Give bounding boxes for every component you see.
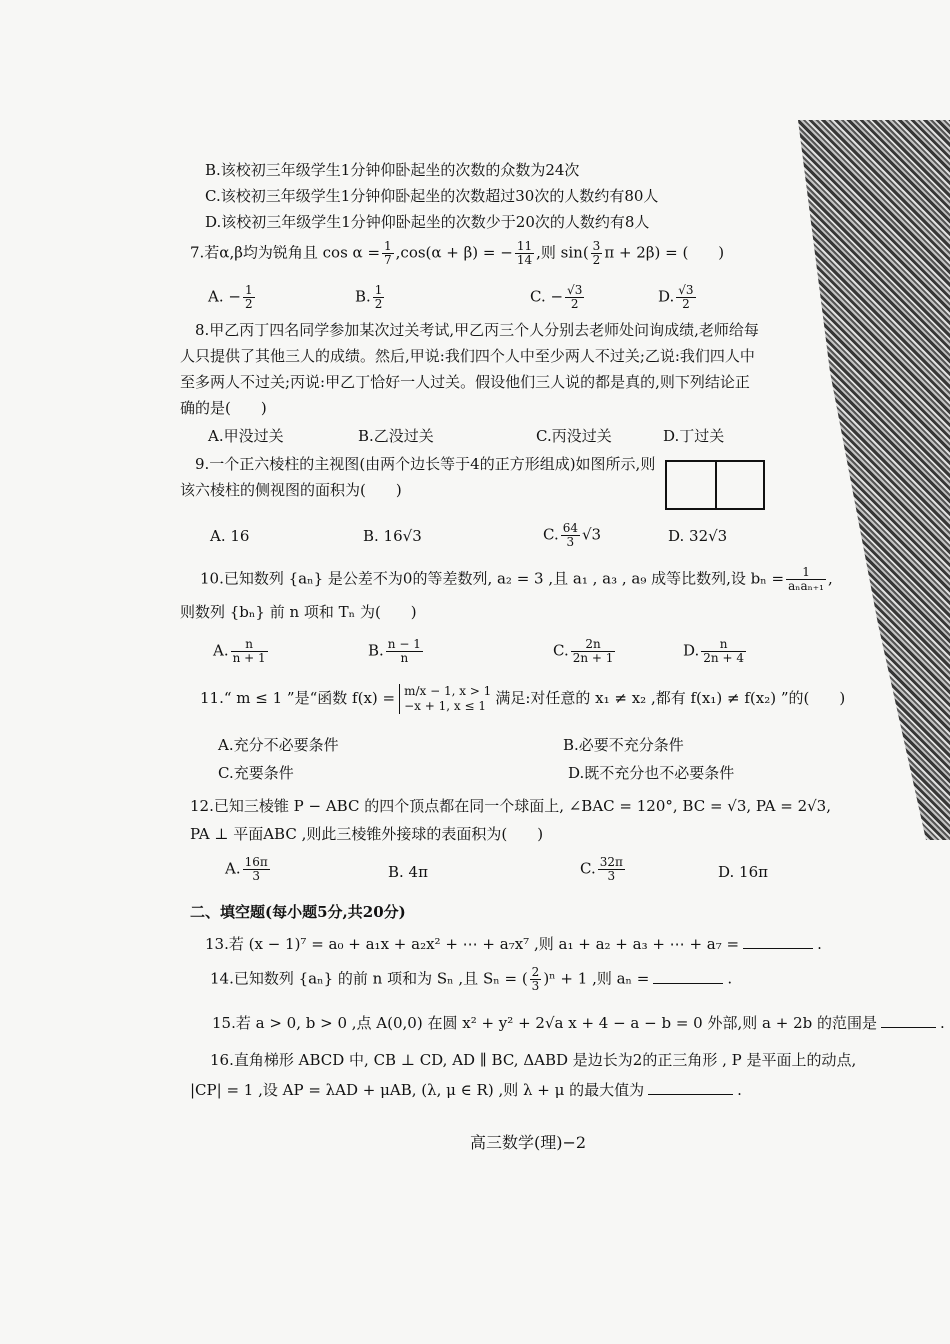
q16-line-2: |CP| = 1 ,设 AP = λAD + μAB, (λ, μ ∈ R) ,则 λ + μ 的最大值为 .	[190, 1081, 742, 1099]
q8-line-1: 8.甲乙丙丁四名同学参加某次过关考试,甲乙丙三个人分别去老师处问询成绩,老师给每	[195, 321, 759, 339]
q12-line-1: 12.已知三棱锥 P − ABC 的四个顶点都在同一个球面上, ∠BAC = 120°, BC = √3, PA = 2√3,	[190, 797, 831, 815]
q10-option-d: D. $\frac{n}{2n + 4}$	[683, 637, 744, 665]
q14: 14.已知数列 {aₙ} 的前 n 项和为 Sₙ ,且 Sₙ = ( $\frac{2}{3}$ )ⁿ + 1 ,则 aₙ = .	[210, 965, 733, 993]
q8-option-a: A.甲没过关	[208, 427, 284, 445]
q8-line-3: 至多两人不过关;丙说:甲乙丁恰好一人过关。假设他们三人说的都是真的,则下列结论正	[180, 373, 750, 391]
q9-line-2: 该六棱柱的侧视图的面积为( )	[180, 481, 402, 499]
page-footer: 高三数学(理)−2	[470, 1133, 587, 1152]
q8-option-d: D.丁过关	[663, 427, 725, 445]
front-view-figure	[665, 460, 765, 510]
scan-edge-shadow	[790, 120, 950, 840]
q12-option-a: A. $\frac{16\pi}{3}$	[225, 855, 268, 883]
q12-option-b: B. 4π	[388, 863, 428, 881]
q13-answer-blank[interactable]	[743, 948, 813, 949]
q6-option-d: D.该校初三年级学生1分钟仰卧起坐的次数少于20次的人数约有8人	[205, 213, 650, 231]
q6-option-c: C.该校初三年级学生1分钟仰卧起坐的次数超过30次的人数约有80人	[205, 187, 659, 205]
q15-answer-blank[interactable]	[881, 1027, 936, 1028]
figure-divider	[715, 462, 717, 508]
q9-option-b: B. 16√3	[363, 527, 422, 545]
q10-line-1: 10.已知数列 {aₙ} 是公差不为0的等差数列, a₂ = 3 ,且 a₁ , a₃ , a₉ 成等比数列,设 bₙ = $\frac{1}{\text{aₙaₙ₊₁}}$ ,	[200, 565, 833, 593]
q10-line-2: 则数列 {bₙ} 前 n 项和 Tₙ 为( )	[180, 603, 417, 621]
q6-option-b: B.该校初三年级学生1分钟仰卧起坐的次数的众数为24次	[205, 161, 580, 179]
q11-option-a: A.充分不必要条件	[218, 736, 339, 754]
q7-option-a: A. − $\frac{1}{2}$	[208, 283, 253, 311]
q7-option-c: C. − $\frac{√3}{2}$	[530, 283, 583, 311]
q10-option-a: A. $\frac{n}{n + 1}$	[213, 637, 266, 665]
q8-line-2: 人只提供了其他三人的成绩。然后,甲说:我们四个人中至少两人不过关;乙说:我们四人中	[180, 347, 755, 365]
q11-option-c: C.充要条件	[218, 764, 294, 782]
q9-option-c: C. $\frac{64}{3}$ √3	[543, 521, 602, 549]
q14-answer-blank[interactable]	[653, 983, 723, 984]
q13: 13.若 (x − 1)⁷ = a₀ + a₁x + a₂x² + ⋯ + a₇x⁷ ,则 a₁ + a₂ + a₃ + ⋯ + a₇ = .	[205, 935, 822, 953]
q10-option-c: C. $\frac{2n}{2n + 1}$	[553, 637, 614, 665]
q7-stem: 7.若α,β均为锐角且 cos α = $\frac{1}{7}$ ,cos(α + β) = − $\frac{11}{14}$ ,则 sin( $\frac{3}{2}$ π + 2β) = ( )	[190, 239, 725, 267]
q7-option-b: B. $\frac{1}{2}$	[355, 283, 383, 311]
q9-option-a: A. 16	[210, 527, 250, 545]
q9-line-1: 9.一个正六棱柱的主视图(由两个边长等于4的正方形组成)如图所示,则	[195, 455, 656, 473]
q16-line-1: 16.直角梯形 ABCD 中, CB ⊥ CD, AD ∥ BC, ΔABD 是边长为2的正三角形 , P 是平面上的动点,	[210, 1051, 857, 1069]
q11-stem: 11.“ m ≤ 1 ”是“函数 f(x) = m/x − 1, x > 1 −x + 1, x ≤ 1 满足:对任意的 x₁ ≠ x₂ ,都有 f(x₁) ≠ f(x₂) ”的( )	[200, 684, 846, 713]
q12-line-2: PA ⊥ 平面ABC ,则此三棱锥外接球的表面积为( )	[190, 825, 544, 843]
q8-option-b: B.乙没过关	[358, 427, 434, 445]
q9-option-d: D. 32√3	[668, 527, 728, 545]
q16-answer-blank[interactable]	[648, 1094, 733, 1095]
q8-option-c: C.丙没过关	[536, 427, 612, 445]
q8-line-4: 确的是( )	[180, 399, 267, 417]
q11-option-d: D.既不充分也不必要条件	[568, 764, 735, 782]
q12-option-c: C. $\frac{32\pi}{3}$	[580, 855, 623, 883]
q7-option-d: D. $\frac{√3}{2}$	[658, 283, 694, 311]
q12-option-d: D. 16π	[718, 863, 768, 881]
section-fill-in-title: 二、填空题(每小题5分,共20分)	[190, 903, 406, 921]
q11-option-b: B.必要不充分条件	[563, 736, 684, 754]
q10-option-b: B. $\frac{n - 1}{n}$	[368, 637, 421, 665]
q15: 15.若 a > 0, b > 0 ,点 A(0,0) 在圆 x² + y² + 2√a x + 4 − a − b = 0 外部,则 a + 2b 的范围是 .	[212, 1014, 945, 1032]
